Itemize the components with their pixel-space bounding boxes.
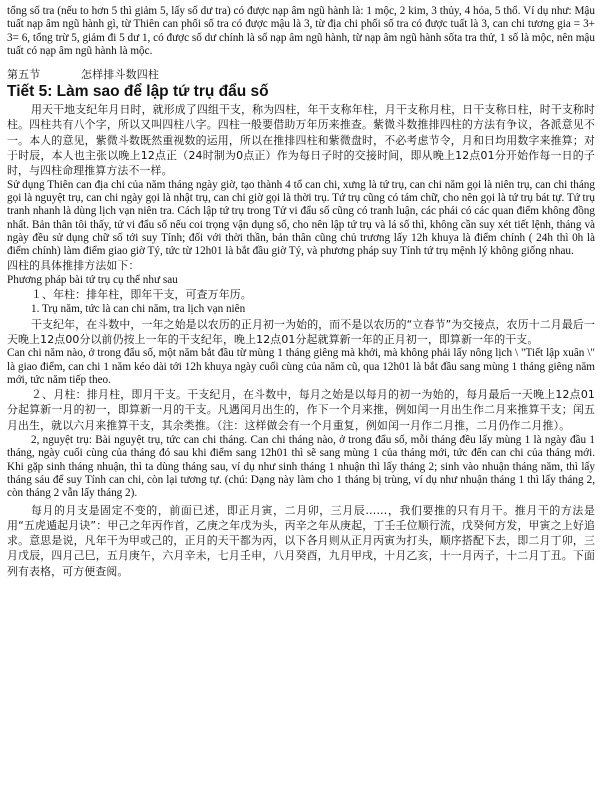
section-header (7, 68, 595, 82)
paragraph-chinese-intro: 用天干地支纪年月日时，就形成了四组干支，称为四柱，年干支称年柱，月干支称月柱，日干支称日柱，时干支称时柱。四柱共有八个字，所以又叫四柱八字。四柱一般要借助万年历来推查。紫微斗数推排四柱的方法有争议，各派意见不一。本人的意见，紫微斗数既然重视数的运用，所以在推排四柱和紫微盘时，不必考虑节令，月和日均用数字来推算；对于时辰，本人也主张以晚上12点正（24时制为0点正）作为每日子时的交接时间，即从晚上12点01分开始作每一日的子时，与四柱命理推算方法不一样。 (7, 103, 595, 178)
paragraph-vietnamese-intro: Sử dụng Thiên can địa chi của năm tháng ngày giờ, tạo thành 4 tổ can chi, xưng là tứ trụ, can chi năm gọi là niên trụ, can chi tháng gọi là nguyệt trụ, can chi ngày gọi là nhật trụ, can chi giờ gọi là thời trụ. Tứ trụ cũng có tám chữ, cho nên gọi là tứ trụ bát tự. Tứ trụ tranh nhanh là dùng lịch vạn niên tra. Cách lập tứ trụ trong Tử vi đẩu số cũng có tranh luận, các phái có các quan điểm không đồng nhất. Bản thân tôi thấy, tử vi đẩu số nếu coi trọng vận dụng số, cho nên lập tứ trụ và lá số thì, không cần suy xét tiết lệnh, tháng và ngày đều sử dụng chữ số tới suy Tính; đối với thời thần, bản thân cũng chủ trương lấy 12h khuya là điểm chính ( 24h thì 0h là điểm chính) làm điểm giao giờ Tý, tức từ 12h01 là bắt đầu giờ Tý, và phương pháp suy Tính tứ trụ mệnh lý không giống nhau. (7, 178, 595, 258)
paragraph-method-zh: 四柱的具体推排方法如下： (7, 259, 140, 273)
section-title: 怎样排斗数四柱 (81, 68, 160, 82)
paragraph-month-pillar-vn: 2, nguyệt trụ: Bài nguyệt trụ, tức can chi tháng. Can chi tháng nào, ở trong đẩu số, mỗi tháng đều lấy mùng 1 là ngày đầu 1 tháng, ngày cuối cùng của tháng đó sau khi điểm sang 12h01 thì sẽ sang mùng 1 của tháng mới, tức đến can chi của tháng mới. Khi gặp sinh tháng nhuận, thì ta dùng tháng sau, ví dụ như sinh tháng 1 nhuận thì lấy tháng 2; sinh vào nhuận tháng năm, thì lấy tháng sáu để suy Tính can chi, còn lại tương tự. (chú: Dạng này làm cho 1 tháng bị trùng, ví dụ như nhuận tháng 1 thì lấy tháng 2, còn tháng 2 vẫn lấy tháng 2). (7, 434, 595, 500)
document-page (7, 5, 595, 579)
paragraph-month-stem-zh: 每月的月支是固定不变的，前面已述，即正月寅，二月卯，三月辰……，我们要推的只有月干。推月干的方法是用“五虎遁起月诀”：甲己之年丙作首，乙庚之年戊为头，丙辛之年从庚起，丁壬壬位顺行流，戊癸何方发，甲寅之上好追求。意思是说，凡年干为甲或己的，正月的天干都为丙，以下各月则从正月丙寅为打头，顺序搭配下去，即二月丁卯，三月戊辰，四月己巳，五月庚午，六月辛未，七月壬申，八月癸酉，九月甲戌，十月乙亥，十一月丙子，十二月丁丑。下面列有表格，可方便查阅。 (7, 503, 595, 578)
paragraph-year-detail-vn: Can chi năm nào, ở trong đẩu số, một năm bắt đầu từ mùng 1 tháng giêng mà khởi, mà không phải lấy nông lịch \ "Tiết lập xuân \" là giao điểm, can chi 1 năm kéo dài tới 12h khuya ngày cuối cùng của năm cũ, qua 12h01 là bắt đầu sang mùng 1 tháng giêng năm mới, tức năm tiếp theo. (7, 347, 595, 386)
paragraph-month-pillar-zh: ２、月柱：排月柱，即月干支。干支纪月，在斗数中，每月之始是以每月的初一为始的，每月最后一天晚上12点01分起算新一月的初一，即算新一月的干支。凡遇闰月出生的，作下一个月来推，例如闰一月出生作二月来推算干支；闰五月出生，就以六月来推算干支，其余类推。（注：这样做会有一个月重复，例如闰一月作二月推，二月仍作二月推）。 (7, 388, 595, 432)
paragraph-year-pillar-vn: 1. Trụ năm, tức là can chi năm, tra lịch vạn niên (31, 303, 246, 316)
page-heading: Tiết 5: Làm sao để lập tứ trụ đẩu số (7, 83, 269, 101)
section-number: 第五节 (7, 68, 41, 82)
paragraph-year-detail-zh: 干支纪年，在斗数中，一年之始是以农历的正月初一为始的，而不是以农历的“立春节”为交接点，农历十二月最后一天晚上12点00分以前仍按上一年的干支纪年，晚上12点01分起就算新一年的正月初一，即算新一年的干支。 (7, 317, 595, 346)
paragraph-year-pillar-zh: １、年柱：排年柱，即年干支，可查万年历。 (31, 288, 252, 302)
paragraph-method-vn: Phương pháp bài tứ trụ cụ thể như sau (7, 273, 178, 286)
paragraph-nap-am: tổng số tra (nếu to hơn 5 thì giảm 5, lấy số dư tra) có được nạp âm ngũ hành là: 1 mộc, 2 kim, 3 thủy, 4 hỏa, 5 thổ. Ví dụ như: Mậu tuất nạp âm ngũ hành gì, từ Thiên can phối số tra có được mậu là 3, từ địa chi phối số tra có được tuất là 3, can chi tương gia = 3+ 3= 6, tổng trừ 5, giảm đi 5 dư 1, có được số dư chính là số nạp âm ngũ hành, từ nạp âm ngũ hành sốta tra thử, 1 số là mộc, nên mậu tuất có nạp âm ngũ hành là mộc. (7, 5, 595, 57)
